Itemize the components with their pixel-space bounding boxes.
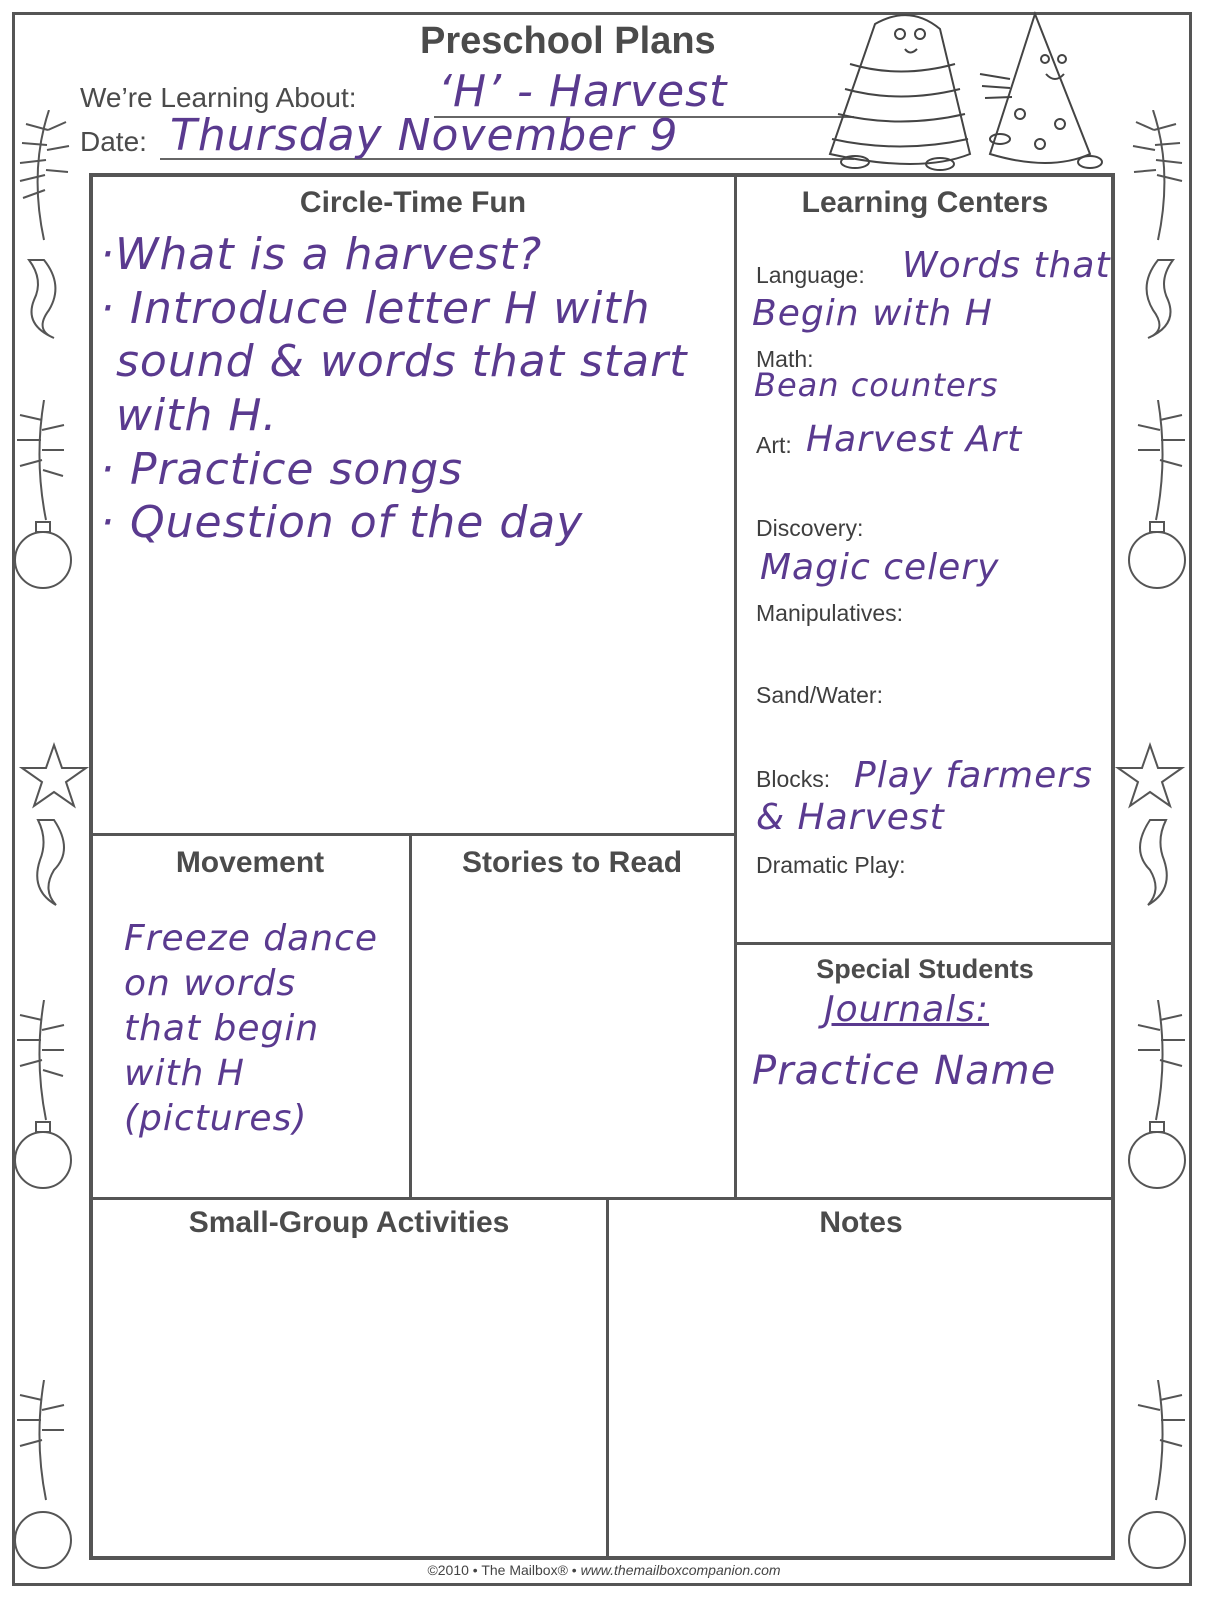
movement-line-5: (pictures) [124,1098,308,1139]
special-students-title: Special Students [816,954,1034,984]
stories-title: Stories to Read [461,846,683,879]
ornament-icon [1118,1000,1198,1200]
divider-movement [409,834,412,1198]
blocks-label: Blocks: [756,766,831,792]
movement-line-4: with H [124,1053,245,1094]
learning-about-value[interactable]: ‘H’ - Harvest [438,66,728,117]
notes-title: Notes [819,1206,903,1239]
special-value-1[interactable]: Journals: [824,989,990,1030]
learning-about-label: We’re Learning About: [80,82,357,113]
divider-circle-bottom [91,833,735,836]
divider-special-top [735,942,1113,945]
circle-line-3: sound & words that start [116,336,688,388]
circle-line-1: ·What is a harvest? [100,229,543,280]
footer-copyright [0,1562,1208,1578]
pine-branch-icon [4,110,84,340]
circle-time-notes[interactable] [100,228,730,550]
ornament-icon [4,1000,84,1200]
circle-line-4: with H. [116,390,278,442]
date-value[interactable]: Thursday November 9 [170,110,679,161]
footer-url[interactable]: www.themailboxcompanion.com [580,1562,781,1578]
math-value[interactable]: Bean counters [754,366,999,404]
blocks-value-2[interactable]: & Harvest [756,797,945,838]
math-label: Math: [756,346,814,372]
movement-notes[interactable] [124,916,404,1141]
discovery-value[interactable]: Magic celery [760,547,1000,588]
movement-title: Movement [175,846,325,879]
art-value[interactable]: Harvest Art [806,419,1023,460]
footer-copyright-text: ©2010 • The Mailbox® • [427,1562,581,1578]
special-value-2[interactable]: Practice Name [752,1048,1057,1094]
blocks-value-1[interactable]: Play farmers [854,755,1093,796]
ornament-icon [4,1380,84,1580]
christmas-tree-characters-icon [820,4,1160,174]
language-value-2[interactable]: Begin with H [752,293,993,334]
divider-bottom-row [91,1197,1113,1200]
movement-line-3: that begin [124,1008,320,1049]
star-icon [1110,740,1190,910]
sand-water-label: Sand/Water: [756,682,883,708]
learning-centers-title: Learning Centers [801,186,1049,219]
language-value-1[interactable]: Words that [902,245,1111,286]
date-label: Date: [80,126,147,157]
star-icon [14,740,94,910]
divider-centers [734,175,737,1199]
language-label: Language: [756,262,865,288]
circle-line-6: · Question of the day [100,497,584,549]
movement-line-2: on words [124,963,297,1004]
ornament-icon [1118,400,1198,600]
small-group-title: Small-Group Activities [188,1206,510,1239]
movement-line-1: Freeze dance [124,918,378,959]
circle-time-title: Circle-Time Fun [299,186,527,219]
manipulatives-label: Manipulatives: [756,600,904,626]
art-label: Art: [756,432,792,458]
ornament-icon [1118,1380,1198,1580]
divider-notes [606,1198,609,1558]
circle-line-5: · Practice songs [100,443,464,495]
pine-branch-icon [1118,110,1198,340]
page-title: Preschool Plans [420,20,716,62]
dramatic-play-label: Dramatic Play: [756,852,906,878]
ornament-icon [4,400,84,600]
circle-line-2: · Introduce letter H with [100,282,651,334]
discovery-label: Discovery: [756,515,864,541]
